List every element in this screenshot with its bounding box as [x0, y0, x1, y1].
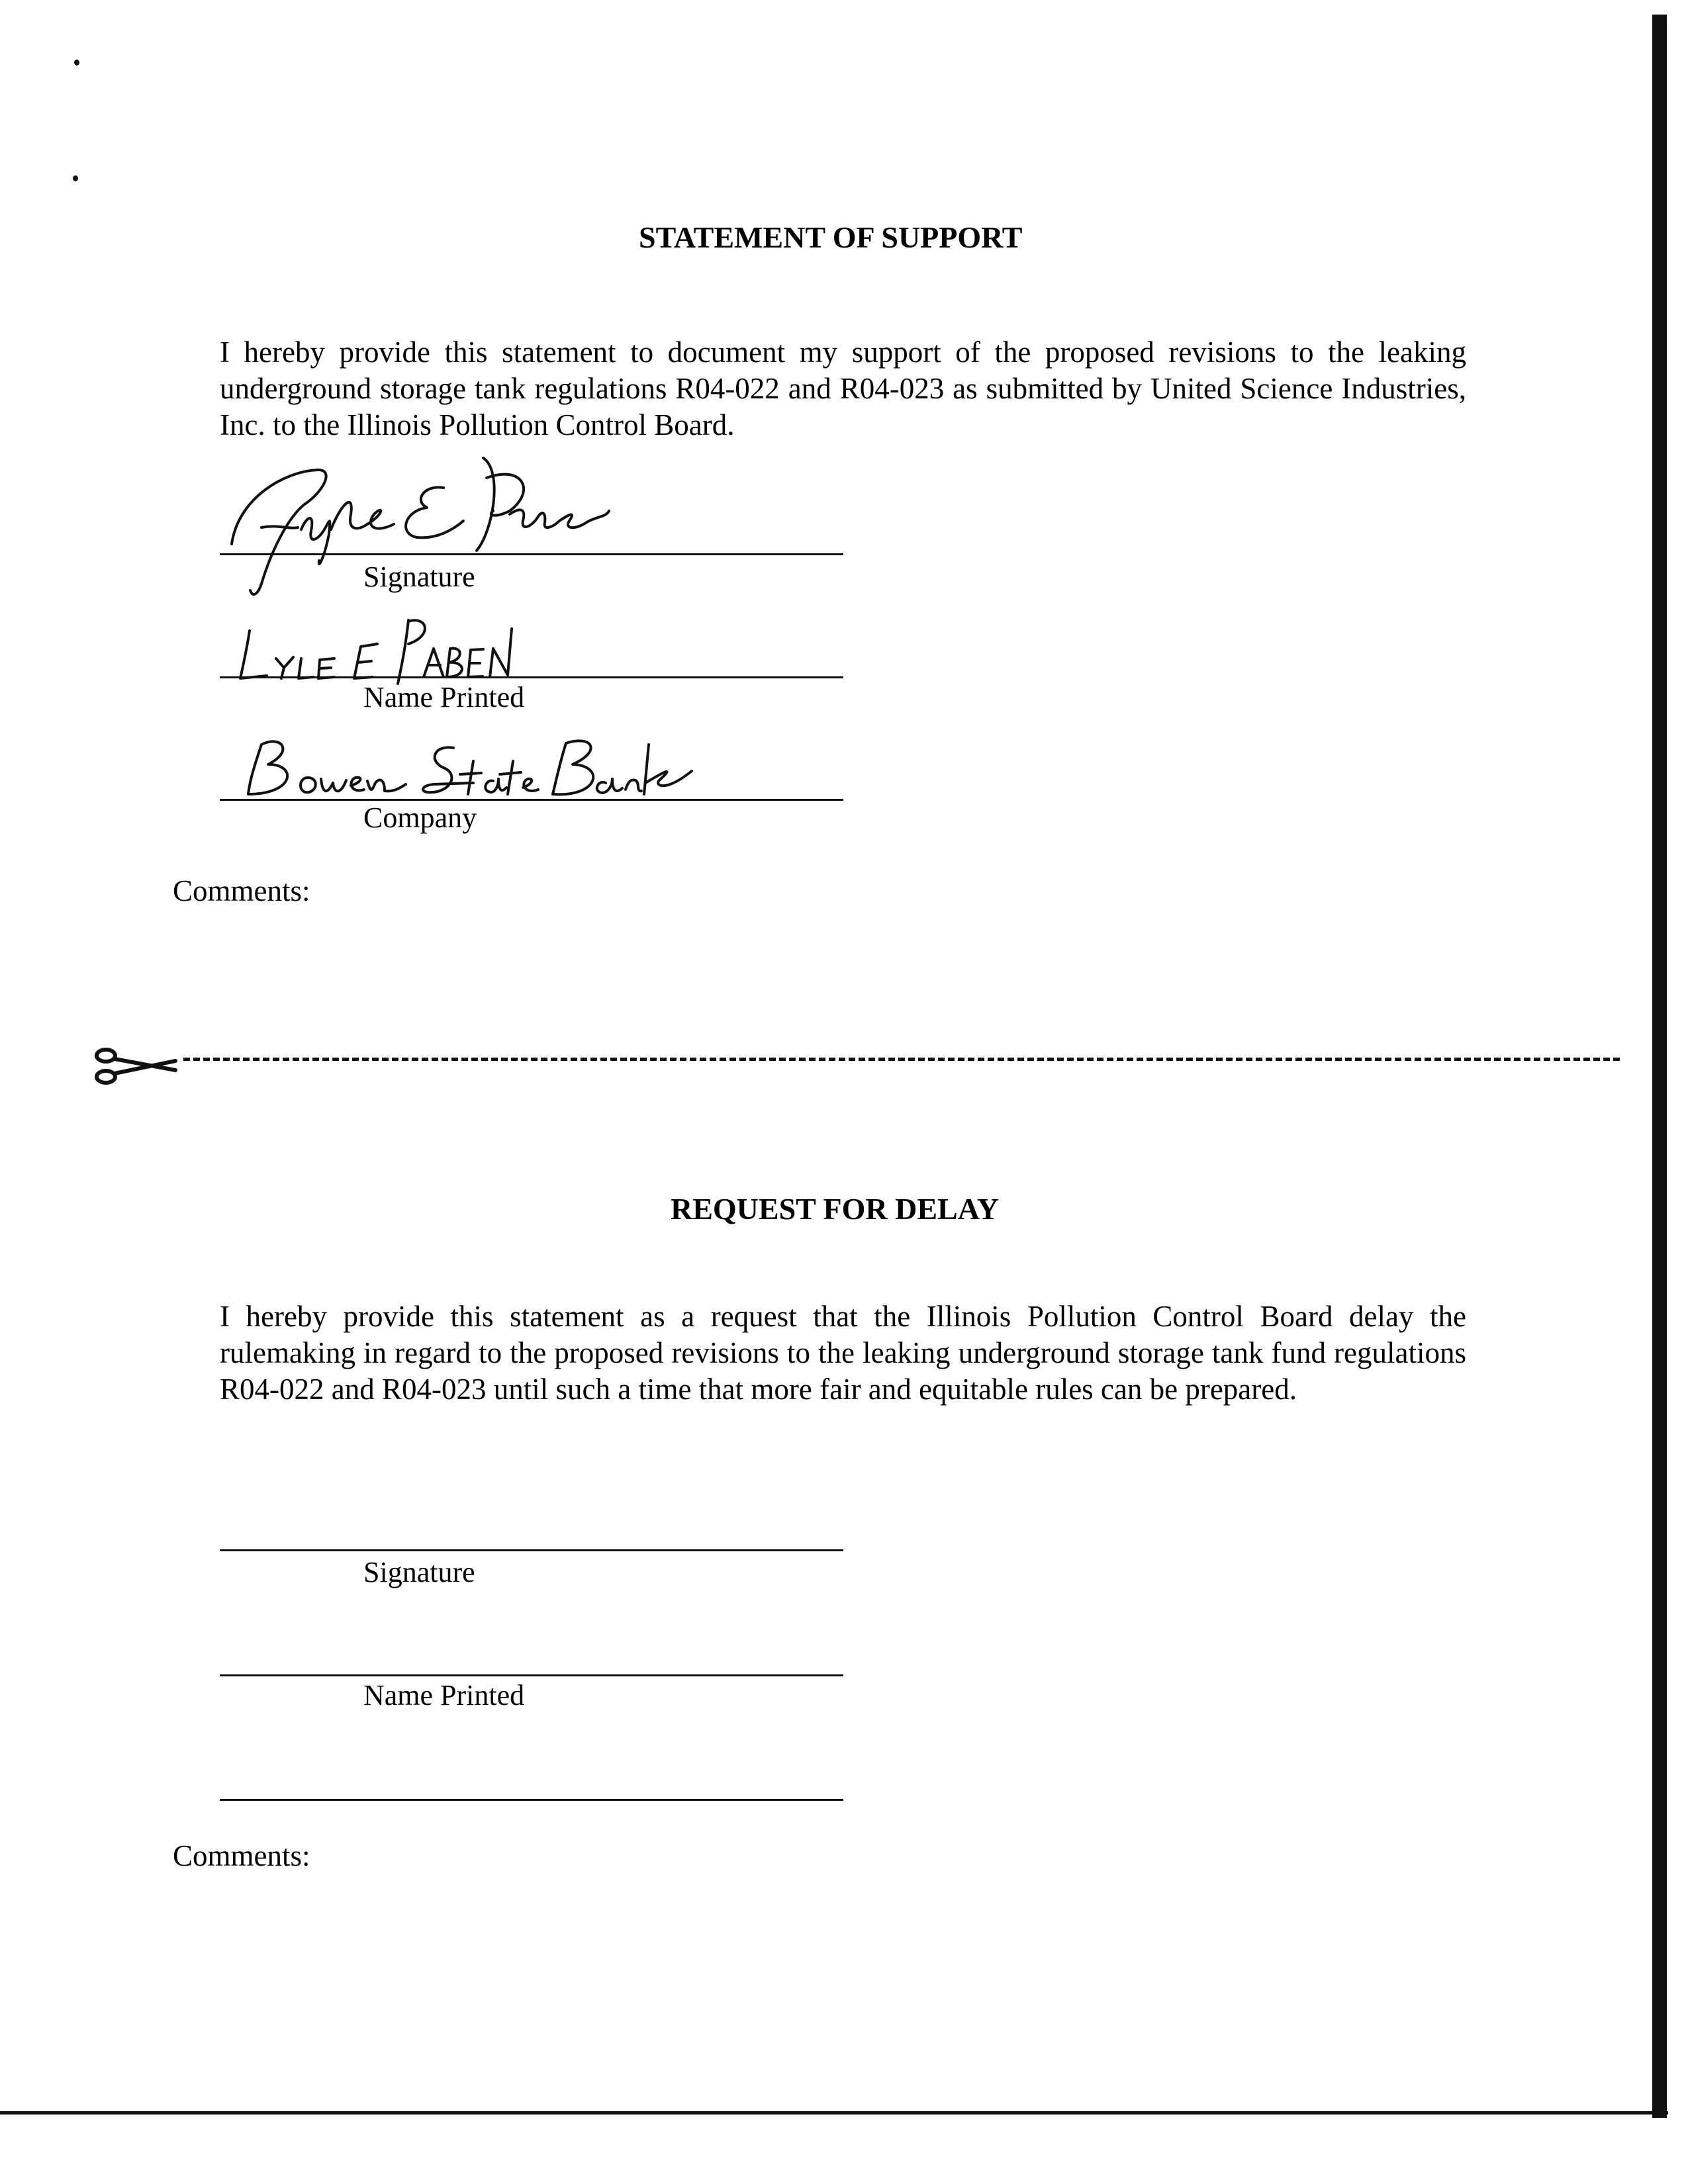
delay-comments-label: Comments: [173, 1839, 310, 1872]
support-company-line [220, 799, 843, 801]
delay-blank-line[interactable] [220, 1799, 843, 1801]
delay-name-line[interactable] [220, 1674, 843, 1676]
support-heading: STATEMENT OF SUPPORT [639, 220, 1023, 254]
support-name-line [220, 676, 843, 678]
support-name-label: Name Printed [363, 681, 525, 713]
scissors-icon [93, 1046, 179, 1086]
support-body: I hereby provide this statement to document my support of the proposed revisions to the leaking underground storage tank regulations R04-022 and R04-023 as submitted by United Science Industries, Inc. to the Illinois Pollution Control Board. [220, 336, 1466, 441]
delay-signature-label: Signature [363, 1556, 475, 1588]
delay-body: I hereby provide this statement as a request that the Illinois Pollution Control Board delay the rulemaking in regard to the proposed revisions to the leaking underground storage tank fund regulations R04-022 and R04-023 until such a time that more fair and equitable rules can be prepared. [220, 1300, 1466, 1406]
delay-signature-line[interactable] [220, 1549, 843, 1551]
support-company-label: Company [363, 801, 477, 834]
page-bottom-rule [0, 2111, 1668, 2115]
support-signature-line [220, 553, 843, 555]
cut-here-dashed-line [183, 1058, 1620, 1061]
scan-speck [74, 60, 79, 66]
page-edge [1652, 15, 1667, 2118]
support-comments-label: Comments: [173, 874, 310, 907]
company-image [235, 731, 698, 804]
support-signature-label: Signature [363, 561, 475, 593]
delay-name-label: Name Printed [363, 1679, 525, 1711]
scan-speck [73, 175, 78, 181]
delay-heading: REQUEST FOR DELAY [671, 1192, 999, 1226]
